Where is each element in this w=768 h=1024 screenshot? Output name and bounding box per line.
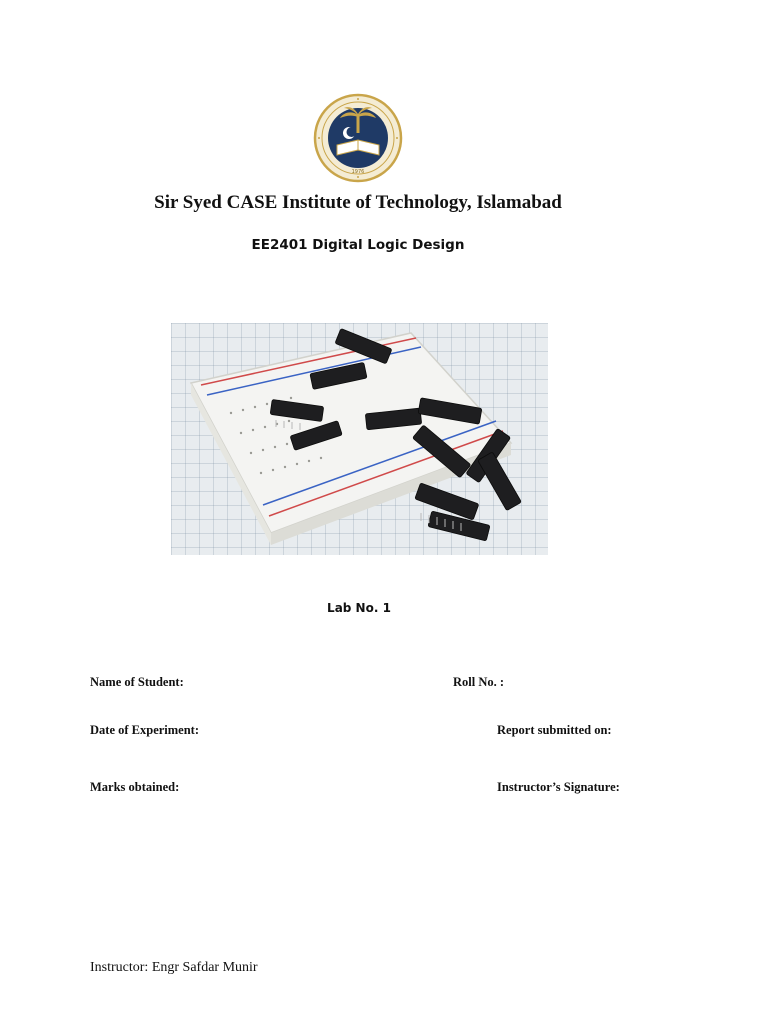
roll-number-label: Roll No. : [453, 675, 505, 689]
marks-obtained-label: Marks obtained: [90, 780, 180, 794]
instructor-signature-label: Instructor’s Signature: [497, 780, 620, 794]
course-title: EE2401 Digital Logic Design [251, 237, 465, 253]
report-submitted-label: Report submitted on: [497, 723, 612, 737]
student-name-label: Name of Student: [90, 675, 184, 689]
instructor-name: Instructor: Engr Safdar Munir [90, 960, 258, 975]
lab-number: Lab No. 1 [327, 601, 391, 615]
institute-title: Sir Syed CASE Institute of Technology, Islamabad [154, 192, 562, 213]
breadboard-photo [171, 323, 548, 555]
university-logo [313, 93, 403, 183]
svg-text:1976: 1976 [351, 169, 365, 175]
experiment-date-label: Date of Experiment: [90, 723, 199, 737]
